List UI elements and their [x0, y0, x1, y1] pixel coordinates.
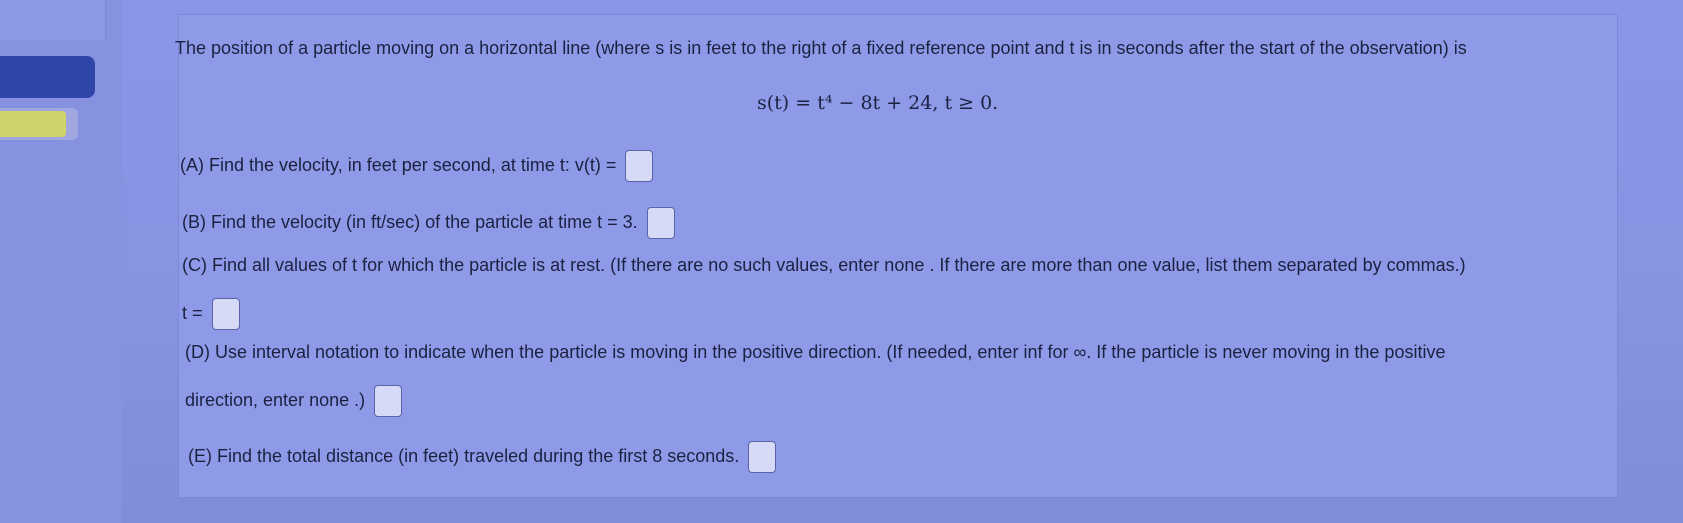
part-d-label: (D) Use interval notation to indicate when the particle is moving in the positive direction. (If needed, enter inf for ∞. If the particle is never moving in the positive: [185, 342, 1446, 362]
part-a-label: (A) Find the velocity, in feet per second, at time t: v(t) =: [180, 154, 617, 175]
answer-input-d[interactable]: [374, 385, 402, 417]
part-b: [182, 207, 675, 239]
part-c-prefix: t =: [182, 302, 203, 323]
answer-input-e[interactable]: [748, 441, 776, 473]
sidebar-nav-button[interactable]: [0, 108, 78, 140]
part-d-label2: direction, enter none .): [185, 389, 366, 410]
sidebar-nav-button-active[interactable]: [0, 56, 95, 98]
part-d-line2: [185, 385, 402, 417]
sidebar-nav-highlight: [0, 111, 66, 137]
sidebar-top-panel: [0, 0, 106, 40]
part-c-answer: [182, 298, 240, 330]
part-a: [180, 150, 653, 182]
problem-intro: The position of a particle moving on a horizontal line (where s is in feet to the right of a fixed reference point and t is in seconds after the start of the observation) is: [175, 38, 1467, 58]
part-e-label: (E) Find the total distance (in feet) traveled during the first 8 seconds.: [188, 445, 740, 466]
part-c-label: (C) Find all values of t for which the particle is at rest. (If there are no such values, enter none . If there are more than one value, list them separated by commas.): [182, 255, 1466, 275]
answer-input-a[interactable]: [625, 150, 653, 182]
part-b-label: (B) Find the velocity (in ft/sec) of the particle at time t = 3.: [182, 211, 638, 232]
position-equation: s(t) = t⁴ − 8t + 24, t ≥ 0.: [757, 92, 999, 114]
part-e: [188, 441, 776, 473]
answer-input-c[interactable]: [212, 298, 240, 330]
answer-input-b[interactable]: [647, 207, 675, 239]
